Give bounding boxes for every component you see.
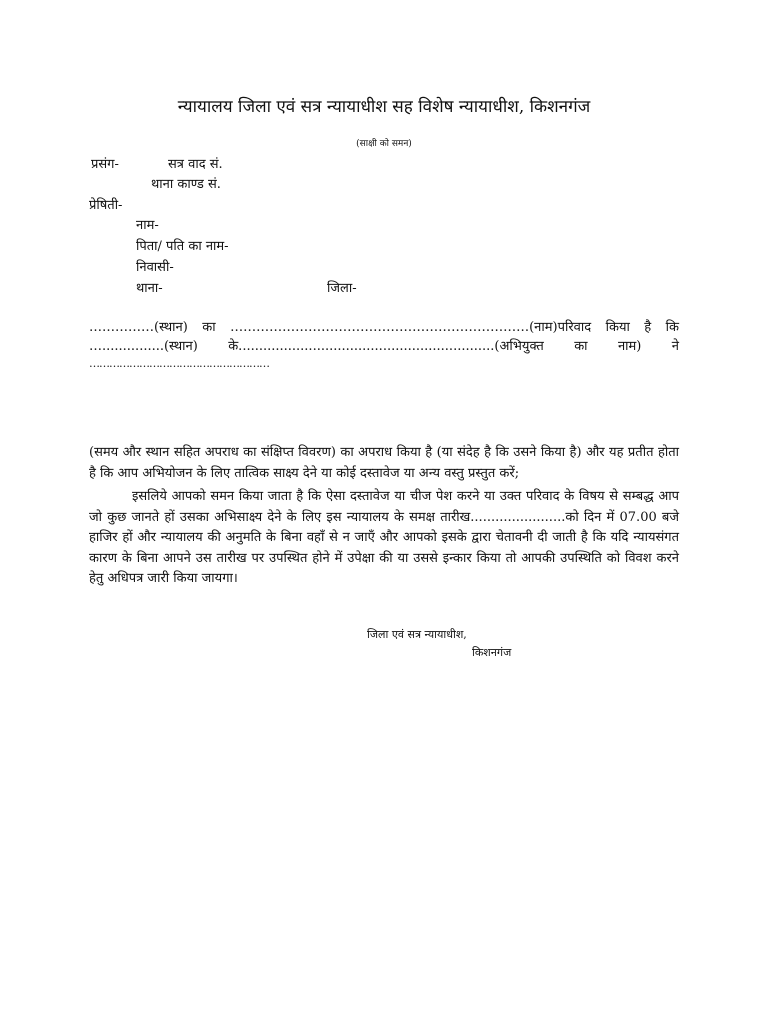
- signature-place: किशनगंज: [472, 646, 512, 659]
- complaint-line-2-word: नाम): [617, 339, 642, 354]
- offence-paragraph: (समय और स्थान सहित अपराध का संक्षिप्त विवरण) का अपराध किया है (या संदेह है कि उसने किया है) और यह प्रतीत होता है कि आप अभियोजन के लिए तात्विक साक्ष्य देने या कोई दस्तावेज या अन्य वस्तु प्रस्तुत करें;: [89, 445, 679, 481]
- complaint-line-2-word: के..............................................................(अभियुक्त: [228, 339, 544, 354]
- complaint-line-2-word: …...............(स्थान): [89, 339, 198, 354]
- complaint-line-1: [89, 317, 679, 335]
- father-husband-label: पिता/ पति का नाम-: [136, 239, 229, 254]
- district-label: जिला-: [327, 281, 357, 296]
- police-station-label: थाना-: [136, 281, 163, 296]
- complaint-line-1-word: है: [644, 320, 652, 335]
- complaint-line-2-word: ने: [671, 339, 679, 354]
- complaint-line-1-word: का: [202, 320, 216, 335]
- court-title: न्यायालय जिला एवं सत्र न्यायाधीश सह विशेष न्यायाधीश, किशनगंज: [177, 97, 591, 117]
- document-subtitle: (साक्षी को समन): [356, 139, 412, 149]
- complaint-line-1-word: किया: [605, 320, 630, 335]
- complaint-line-2: [89, 336, 679, 354]
- name-label: नाम-: [136, 218, 159, 233]
- addressee-label: प्रेषिती-: [89, 198, 123, 213]
- summons-paragraph: इसलिये आपको समन किया जाता है कि ऐसा दस्तावेज या चीज पेश करने या उक्त परिवाद के विषय से सम्बद्ध आप जो कुछ जानते हों उसका अभिसाक्ष्य देने के लिए इस न्यायालय के समक्ष तारीख.......................को दिन में 07.00 बजे हाजिर हों और न्यायालय की अनुमति के बिना वहाँ से न जाएँ और आपको इसके द्वारा चेतावनी दी जाती है कि यदि न्यायसंगत कारण के बिना आपने उस तारीख पर उपस्थित होने में उपेक्षा की या उससे इन्कार किया तो आपकी उपस्थिति को विवश करने हेतु अधिपत्र जारी किया जायगा।: [89, 489, 679, 586]
- signature-designation: जिला एवं सत्र न्यायाधीश,: [367, 628, 467, 641]
- resident-label: निवासी-: [136, 260, 174, 275]
- prasang-label: प्रसंग-: [91, 157, 119, 172]
- complaint-line-1-word: कि: [665, 320, 679, 335]
- sessions-case-label: सत्र वाद सं.: [168, 157, 223, 172]
- complaint-line-2-word: का: [574, 339, 588, 354]
- complaint-line-3: ………………………………………………: [89, 357, 269, 370]
- complaint-line-1-word: ……………………………………………………………(नाम)परिवाद: [230, 320, 592, 335]
- complaint-line-1-word: ……………(स्थान): [89, 320, 188, 335]
- police-case-label: थाना काण्ड सं.: [151, 177, 221, 192]
